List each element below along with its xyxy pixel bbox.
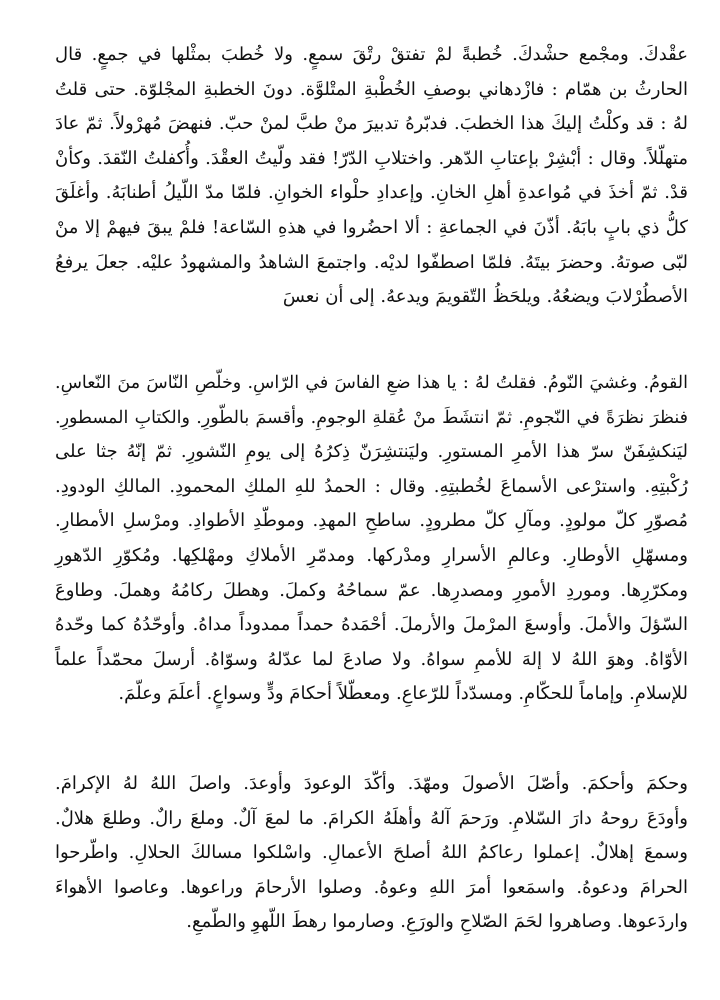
paragraph-2 — [55, 366, 688, 712]
paragraph-line: ومسهّلِ الأوطارِ. وعالمِ الأسرارِ ومدْركها. ومدمّرِ الأملاكِ ومهْلكِها. ومُكوّرِ الدّهورِ — [55, 544, 688, 566]
paragraph-line: مُصوّرِ كلّ مولودٍ. ومآلِ كلّ مطرودٍ. ساطحِ المهدِ. وموطّدِ الأطوادِ. ومرْسلِ الأمطارِ. — [55, 510, 688, 532]
paragraph-line: كلُّ ذي بابٍ بابَهُ. أذّنَ في الجماعةِ : ألا احضُروا في هذهِ السّاعة! فلمْ يبقَ فيهمْ إلا منْ — [55, 216, 688, 238]
paragraph-line: السّؤلَ والأملَ. وأوسعَ المرْملَ والأرملَ. أحْمَدهُ حمداً ممدوداً مداهُ. وأوحّدُهُ كما وحّدهُ — [55, 614, 688, 636]
paragraph-line: رُكْبتِهِ. واسترْعى الأسماعَ لخُطبتِهِ. وقال : الحمدُ للهِ الملكِ المحمودِ. المالكِ الودودِ. — [55, 475, 688, 497]
paragraph-line: الحرامَ ودعوهُ. واسمَعوا أمرَ اللهِ وعوهُ. وصلوا الأرحامَ وراعوها. وعاصوا الأهواءَ — [55, 876, 688, 898]
paragraph-line: وأودَعَ روحهُ دارَ السّلامِ. ورَحمَ آلهُ وأهلَهُ الكرامَ. ما لمعَ آلٌ. وملعَ رالٌ. وطلعَ هلالٌ. — [55, 807, 688, 829]
paragraph-line: الأوّاهُ. وهوَ اللهُ لا إلهَ للأممِ سواهُ. ولا صادعَ لما عدّلهُ وسوّاهُ. أرسلَ محمّداً علماً — [55, 648, 688, 670]
paragraph-line: لبّى صوتهُ. وحضرَ بيتَهُ. فلمّا اصطفّوا لديْه. واجتمعَ الشاهدُ والمشهودُ عليْه. جعلَ يرفعُ — [55, 251, 688, 273]
paragraph-line: متهلّلاً. وقال : أبْشِرْ بإعتابِ الدّهر. واختلابِ الدّرّ! فقد ولّيتُ العقْدَ. وأُكفلتُ النّقدَ. وكأنْ — [55, 147, 688, 169]
paragraph-line: وحكمَ وأحكمَ. وأصّلَ الأصولَ ومهّدَ. وأكّدَ الوعودَ وأوعدَ. واصلَ اللهُ لهُ الإكرامَ. — [55, 773, 689, 794]
paragraph-3 — [55, 767, 688, 940]
paragraph-1 — [55, 38, 688, 315]
paragraph-line: واردَعوها. وصاهروا لحَمَ الصّلاحِ والورَعِ. وصارموا رهطَ اللّهوِ والطّمعِ. — [186, 911, 688, 933]
paragraph-line: ليَنكشِفَنّ سرّ هذا الأمرِ المستورِ. وليَنتشِرَنّ ذِكرُهُ إلى يومِ النّشورِ. ثمّ إنّهُ جثا على — [55, 441, 688, 463]
paragraph-line: عقْدكَ. ومجْمع حشْدكَ. خُطبةً لمْ تفتقْ رتْقَ سمعٍ. ولا خُطبَ بمثْلها في جمعٍ. قال — [55, 44, 688, 65]
paragraph-line: قدْ. ثمّ أخذَ في مُواعدةِ أهلِ الخانِ. وإعدادِ حلْواء الخوانِ. فلمّا مدّ اللّيلُ أطنابَهُ. وأغلَقَ — [55, 182, 688, 204]
paragraph-line: فنظرَ نظرَةً في النّجومِ. ثمّ انتشَطَ منْ عُقلةِ الوجومِ. وأقسمَ بالطّورِ. والكتابِ المسطورِ. — [55, 407, 688, 428]
paragraph-line: القومُ. وغشيَ النّومُ. فقلتُ لهُ : يا هذا ضعِ الفاسَ في الرّاسِ. وخلّصِ النّاسَ منَ النّعاسِ. — [55, 373, 688, 393]
paragraph-line: وسمعَ إهلالٌ. إعملوا رعاكمُ اللهُ أصلحَ الأعمالِ. واسْلكوا مسالكَ الحلالِ. واطّرحوا — [55, 842, 688, 864]
paragraph-line: ومكرّرِها. وموردِ الأمورِ ومصدرِها. عمّ سماحُهُ وكملَ. وهطلَ ركامُهُ وهملَ. وطاوعَ — [55, 579, 688, 601]
paragraph-line: لهُ : قد وكلْتُ إليكَ هذا الخطبَ. فدبّرهُ تدبيرَ منْ طبَّ لمنْ حبّ. فنهضَ مُهرْولاً. ثمّ عادَ — [55, 113, 688, 135]
paragraph-line: للإسلامِ. وإماماً للحكّامِ. ومسدّداً للرّعاعِ. ومعطّلاً أحكامَ ودٍّ وسواعٍ. أعلَمَ وعلّمَ. — [118, 683, 688, 705]
paragraph-line: الحارثُ بن همّام : فازْدهاني بوصفِ الخُطْبةِ المتْلوَّة. دونَ الخطبةِ المجْلوّة. حتى قلتُ — [55, 78, 688, 100]
paragraph-line: الأصطُرْلابَ ويضعُهُ. ويلحَظُ التّقويمَ ويدعهُ. إلى أن نعسَ — [282, 286, 688, 308]
